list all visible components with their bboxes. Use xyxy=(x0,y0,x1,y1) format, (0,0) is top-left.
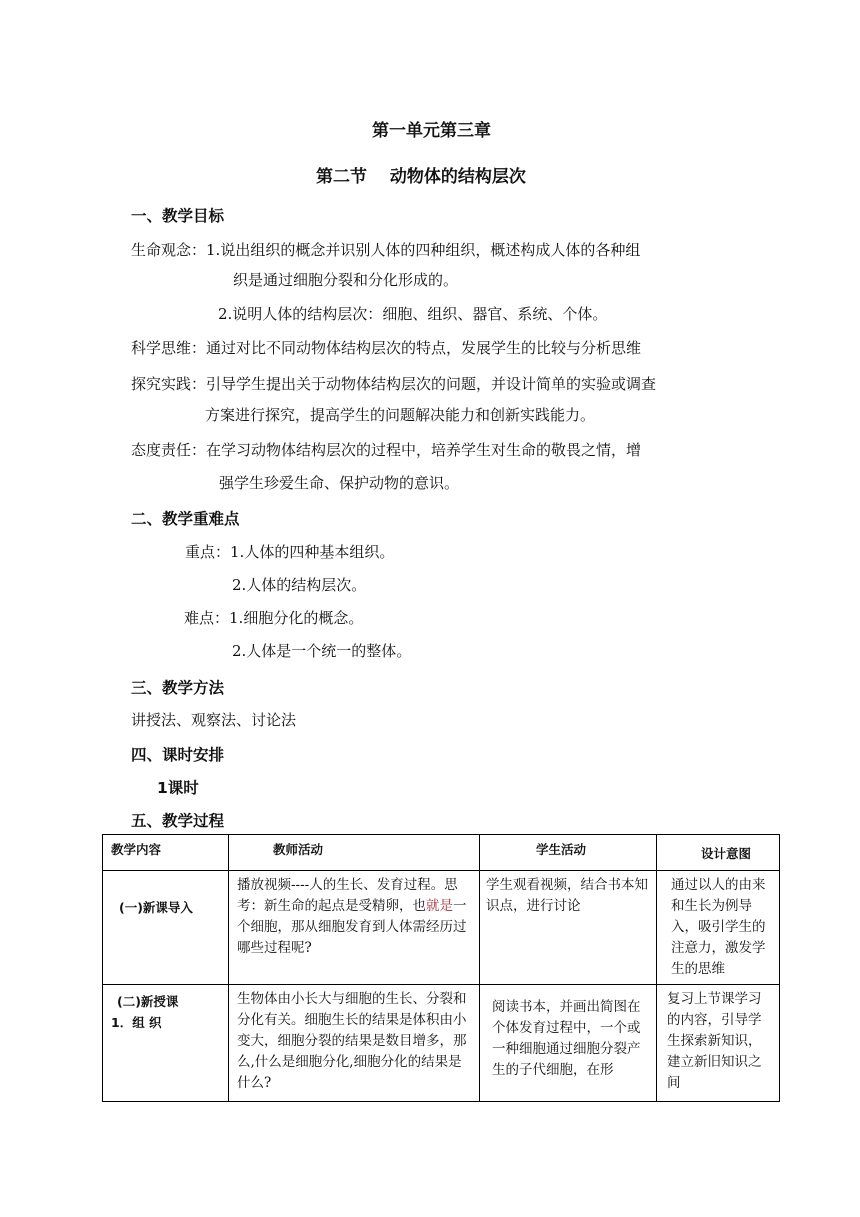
heading-objectives: 一、教学目标 xyxy=(131,207,225,225)
methods-text: 讲授法、观察法、讨论法 xyxy=(131,711,297,729)
key-point-2: 2.人体的结构层次。 xyxy=(232,576,367,594)
header-intent: 设计意图 xyxy=(657,835,780,871)
heading-key-points: 二、教学重难点 xyxy=(131,510,240,528)
header-content: 教学内容 xyxy=(103,835,229,871)
table-row xyxy=(103,871,780,985)
row-student: 学生观看视频，结合书本知识点，进行讨论 xyxy=(480,871,657,985)
difficulty-label: 难点： xyxy=(184,609,230,627)
table-row xyxy=(103,985,780,1102)
difficulty-1: 难点：1.细胞分化的概念。 xyxy=(184,609,364,627)
row-intent: 复习上节课学习的内容，引导学生探索新知识，建立新旧知识之间 xyxy=(657,985,780,1102)
unit-title: 第一单元第三章 xyxy=(372,121,491,141)
life-item-1a: 1.说出组织的概念并识别人体的四种组织，概述构成人体的各种组 xyxy=(206,241,641,259)
objective-attitude-a: 态度责任：在学习动物体结构层次的过程中，培养学生对生命的敬畏之情，增 xyxy=(131,441,642,459)
heading-schedule: 四、课时安排 xyxy=(131,746,225,764)
heading-methods: 三、教学方法 xyxy=(131,679,225,697)
objective-science: 科学思维：通过对比不同动物体结构层次的特点，发展学生的比较与分析思维 xyxy=(131,339,642,357)
life-label: 生命观念： xyxy=(131,241,207,259)
schedule-text: 1课时 xyxy=(157,779,199,797)
objective-practice-b: 方案进行探究，提高学生的问题解决能力和创新实践能力。 xyxy=(205,406,596,424)
row-content: (二)新授课 1．组 织 xyxy=(103,985,229,1102)
highlighted-text: 就是 xyxy=(426,898,453,914)
table-header-row xyxy=(103,835,780,871)
row-teacher: 生物体由小长大与细胞的生长、分裂和分化有关。细胞生长的结果是体积由小变大，细胞分裂的结果是数目增多，那么,什么是细胞分化,细胞分化的结果是什么? xyxy=(229,985,480,1102)
row-teacher: 播放视频----人的生长、发育过程。思考：新生命的起点是受精卵，也就是一个细胞，那从细胞发育到人体需经历过哪些过程呢? xyxy=(229,871,480,985)
objective-practice-a: 探究实践：引导学生提出关于动物体结构层次的问题，并设计简单的实验或调查 xyxy=(131,375,657,393)
section-title: 第二节 动物体的结构层次 xyxy=(316,167,526,187)
row-intent: 通过以人的由来和生长为例导入，吸引学生的注意力，激发学生的思维 xyxy=(657,871,780,985)
row-content: (一)新课导入 xyxy=(103,871,229,985)
header-teacher: 教师活动 xyxy=(229,835,480,871)
header-student: 学生活动 xyxy=(480,835,657,871)
objective-attitude-b: 强学生珍爱生命、保护动物的意识。 xyxy=(219,474,460,492)
life-item-2: 2.说明人体的结构层次：细胞、组织、器官、系统、个体。 xyxy=(218,305,608,323)
key-label: 重点： xyxy=(185,543,231,561)
heading-process: 五、教学过程 xyxy=(131,812,225,830)
lesson-plan-table xyxy=(102,834,780,1102)
life-item-1b: 织是通过细胞分裂和分化形成的。 xyxy=(233,271,459,289)
key-point-1: 重点：1.人体的四种基本组织。 xyxy=(185,543,395,561)
row-student: 阅读书本，并画出简图在个体发育过程中，一个或一种细胞通过细胞分裂产生的子代细胞，在形 xyxy=(480,985,657,1102)
difficulty-2: 2.人体是一个统一的整体。 xyxy=(232,642,412,660)
objective-life xyxy=(131,239,640,260)
